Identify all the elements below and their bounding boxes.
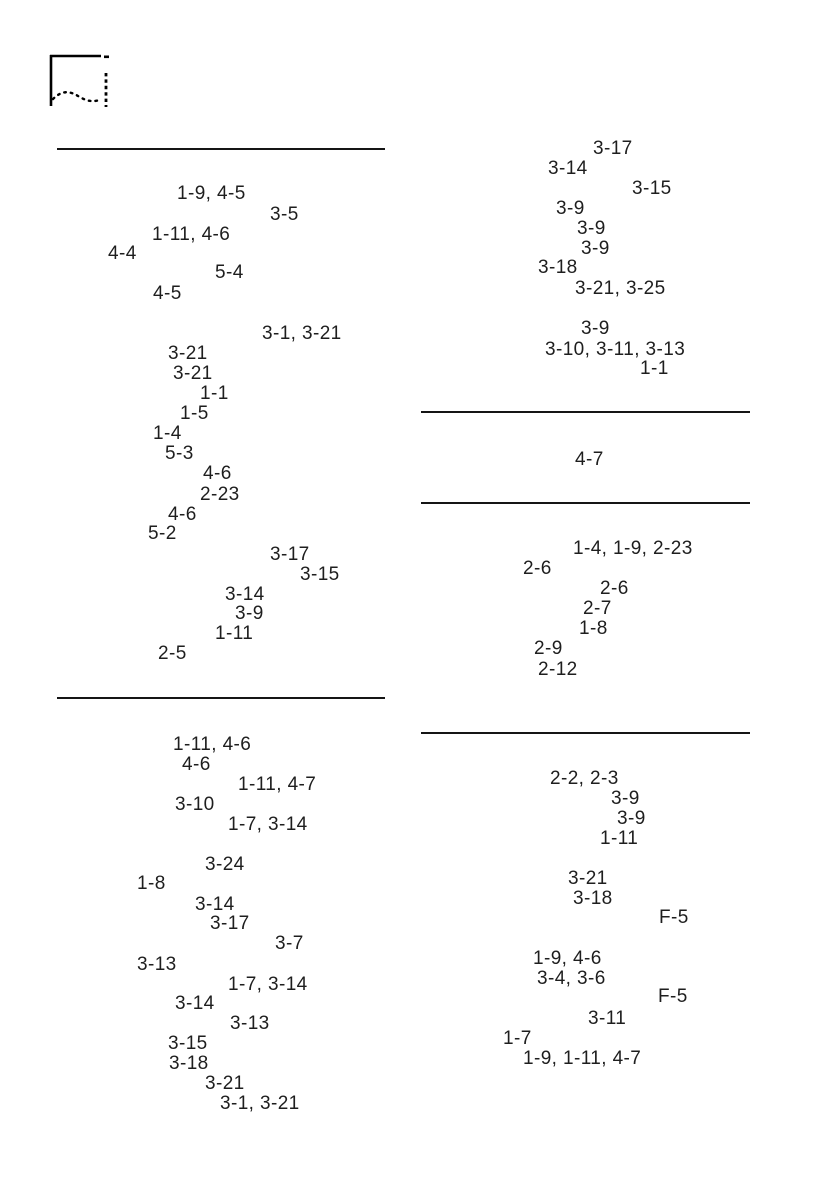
- page-ref: 1-4, 1-9, 2-23: [573, 538, 693, 559]
- page-ref: 2-23: [200, 484, 240, 505]
- page-ref: 3-15: [168, 1033, 208, 1054]
- page-ref: 3-17: [593, 138, 633, 159]
- page-ref: 3-1, 3-21: [262, 323, 342, 344]
- page-ref: 1-11, 4-6: [152, 224, 231, 245]
- page-ref: 3-9: [611, 788, 640, 809]
- section-rule-right-3: [421, 732, 750, 734]
- page-ref: 3-14: [225, 584, 265, 605]
- page-ref: 5-2: [148, 523, 177, 544]
- section-rule-right-2: [421, 502, 750, 504]
- page-ref: 4-5: [153, 283, 182, 304]
- page-ref: 3-17: [210, 913, 250, 934]
- page-ref: 1-7, 3-14: [228, 814, 308, 835]
- section-rule-left-2: [57, 697, 385, 699]
- page-ref: 1-8: [137, 873, 166, 894]
- page-ref: 3-9: [577, 218, 606, 239]
- page-ref: 2-2, 2-3: [550, 768, 619, 789]
- page-ref: 3-9: [617, 808, 646, 829]
- page-ref: 1-11: [215, 623, 254, 644]
- page-ref: 1-9, 4-6: [533, 948, 602, 969]
- page-ref: 2-9: [534, 638, 563, 659]
- page-ref: 3-14: [548, 158, 588, 179]
- page-ref: 3-5: [270, 204, 299, 225]
- page-ref: 3-10, 3-11, 3-13: [545, 339, 686, 360]
- page-ref: 3-24: [205, 854, 245, 875]
- logo-top-right-dash: [104, 56, 109, 59]
- page-ref: 2-7: [583, 598, 612, 619]
- page-ref: 1-9, 1-11, 4-7: [523, 1048, 642, 1069]
- page-ref: 3-10: [175, 794, 215, 815]
- page-ref: F-5: [659, 907, 689, 928]
- page-ref: 3-18: [573, 888, 613, 909]
- page-ref: 3-7: [275, 933, 304, 954]
- page-ref: 3-21, 3-25: [575, 278, 666, 299]
- page-ref: 3-9: [581, 318, 610, 339]
- page-ref: 3-9: [556, 198, 585, 219]
- page-ref: 1-11, 4-7: [238, 774, 317, 795]
- page-ref: 1-9, 4-5: [177, 183, 246, 204]
- page-ref: 5-3: [165, 443, 194, 464]
- page-ref: 1-1: [640, 358, 669, 379]
- page-ref: 3-9: [581, 238, 610, 259]
- page-ref: 3-9: [235, 603, 264, 624]
- page-ref: 3-21: [205, 1073, 245, 1094]
- page-ref: 4-6: [168, 504, 197, 525]
- page-ref: 3-14: [175, 993, 215, 1014]
- page-ref: 4-4: [108, 243, 137, 264]
- page-ref: 3-21: [173, 363, 213, 384]
- corner-glyph-logo: [48, 53, 110, 109]
- page-ref: 2-5: [158, 643, 187, 664]
- page-ref: 3-13: [230, 1013, 270, 1034]
- page-ref: 3-1, 3-21: [220, 1093, 300, 1114]
- page-ref: 3-15: [300, 564, 340, 585]
- page-ref: 1-7: [503, 1028, 532, 1049]
- page-ref: 3-18: [169, 1053, 209, 1074]
- page-ref: 3-14: [195, 894, 235, 915]
- section-rule-right-1: [421, 411, 750, 413]
- page-ref: 1-11: [600, 828, 639, 849]
- page-ref: 3-17: [270, 544, 310, 565]
- section-rule-left-1: [57, 148, 385, 150]
- page-ref: 3-4, 3-6: [537, 968, 606, 989]
- page-ref: 1-11, 4-6: [173, 734, 252, 755]
- page-ref: F-5: [658, 986, 688, 1007]
- page-ref: 1-5: [180, 403, 209, 424]
- page-ref: 1-1: [200, 383, 229, 404]
- page-ref: 4-7: [575, 449, 604, 470]
- page-ref: 2-6: [523, 558, 552, 579]
- logo-dotted-wave: [53, 92, 101, 101]
- page-ref: 2-12: [538, 659, 578, 680]
- page-ref: 1-7, 3-14: [228, 974, 308, 995]
- page-ref: 3-15: [632, 178, 672, 199]
- page-ref: 3-11: [588, 1008, 627, 1029]
- page-ref: 2-6: [600, 578, 629, 599]
- page-ref: 4-6: [203, 463, 232, 484]
- page-ref: 3-21: [168, 343, 208, 364]
- page-ref: 4-6: [182, 754, 211, 775]
- page-ref: 3-13: [137, 954, 177, 975]
- page-ref: 1-4: [153, 423, 182, 444]
- page-ref: 1-8: [579, 618, 608, 639]
- page-ref: 5-4: [215, 262, 244, 283]
- page-ref: 3-18: [538, 257, 578, 278]
- page-ref: 3-21: [568, 868, 608, 889]
